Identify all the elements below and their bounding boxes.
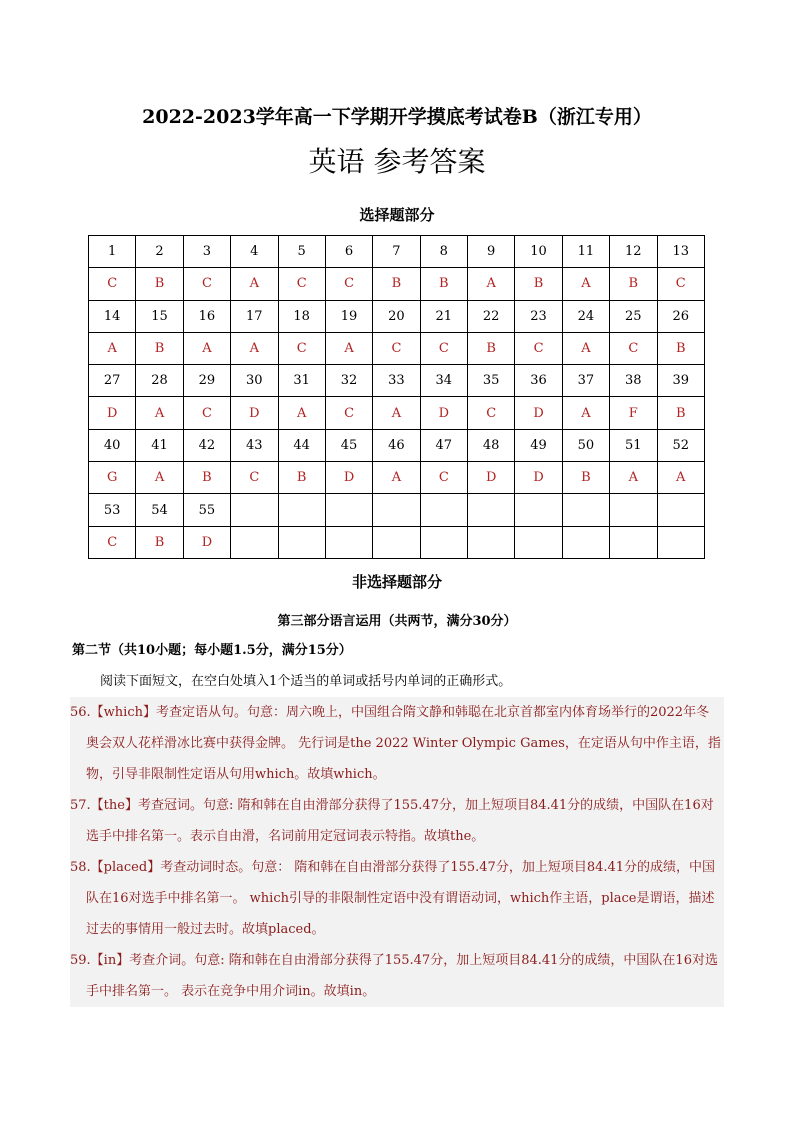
question-number-cell: 52 <box>657 429 705 461</box>
answer-cell: D <box>515 397 562 429</box>
question-number-cell: 6 <box>325 236 372 268</box>
question-number-cell: 19 <box>325 300 372 332</box>
answer-table <box>88 235 705 559</box>
answer-cell: A <box>373 462 420 494</box>
instruction-text: 阅读下面短文，在空白处填入1个适当的单词或括号内单词的正确形式。 <box>100 674 512 689</box>
question-number-cell: 16 <box>183 300 230 332</box>
answer-cell <box>278 526 325 558</box>
question-number-cell: 35 <box>468 365 515 397</box>
subsection-title: 第二节（共10小题；每小题1.5分，满分15分） <box>72 643 352 658</box>
question-number-cell: 18 <box>278 300 325 332</box>
table-row-numbers <box>89 429 705 461</box>
table-row-numbers <box>89 494 705 526</box>
nonchoice-section-title: 非选择题部分 <box>351 573 442 591</box>
answer-cell <box>231 526 278 558</box>
question-number-cell: 3 <box>183 236 230 268</box>
answer-cell: A <box>136 397 183 429</box>
answer-cell: D <box>325 462 372 494</box>
answer-cell: A <box>183 332 230 364</box>
question-number-cell: 28 <box>136 365 183 397</box>
answer-cell: A <box>373 397 420 429</box>
question-number-cell: 25 <box>610 300 657 332</box>
part3-title: 第三部分语言运用（共两节，满分30分） <box>277 614 517 629</box>
explanation-57: 57.【the】考查冠词。句意: 隋和韩在自由滑部分获得了155.47分，加上短项目84.41分的成绩，中国队在16对选手中排名第一。表示自由滑，名词前用定冠词表示特指。故填the。 <box>70 798 714 844</box>
answer-cell <box>610 526 657 558</box>
answer-cell: D <box>515 462 562 494</box>
answer-cell: B <box>183 462 230 494</box>
question-number-cell: 37 <box>562 365 609 397</box>
table-row-answers <box>89 526 705 558</box>
answer-cell: C <box>183 268 230 300</box>
answer-cell: B <box>657 397 705 429</box>
answer-cell: A <box>610 462 657 494</box>
answer-cell: A <box>136 462 183 494</box>
question-number-cell <box>562 494 609 526</box>
question-number-cell: 34 <box>420 365 467 397</box>
answer-cell <box>657 526 705 558</box>
answer-cell: C <box>89 268 136 300</box>
question-number-cell: 21 <box>420 300 467 332</box>
answer-cell <box>562 526 609 558</box>
answer-cell: A <box>231 332 278 364</box>
answer-explanations <box>70 697 724 1007</box>
question-number-cell <box>373 494 420 526</box>
answer-cell: D <box>89 397 136 429</box>
question-number-cell: 38 <box>610 365 657 397</box>
question-number-cell <box>515 494 562 526</box>
question-number-cell: 30 <box>231 365 278 397</box>
question-number-cell: 55 <box>183 494 230 526</box>
table-row-numbers <box>89 365 705 397</box>
question-number-cell: 45 <box>325 429 372 461</box>
question-number-cell: 5 <box>278 236 325 268</box>
question-number-cell <box>278 494 325 526</box>
answer-cell: A <box>562 268 609 300</box>
question-number-cell <box>657 494 705 526</box>
question-number-cell: 33 <box>373 365 420 397</box>
question-number-cell: 17 <box>231 300 278 332</box>
answer-cell: C <box>231 462 278 494</box>
table-row-numbers <box>89 300 705 332</box>
exam-title: 2022-2023学年高一下学期开学摸底考试卷B（浙江专用） <box>142 106 652 128</box>
question-number-cell: 8 <box>420 236 467 268</box>
question-number-cell: 4 <box>231 236 278 268</box>
answer-cell: C <box>515 332 562 364</box>
choice-section-title: 选择题部分 <box>359 206 435 224</box>
answer-cell: B <box>468 332 515 364</box>
question-number-cell: 36 <box>515 365 562 397</box>
answer-cell: A <box>657 462 705 494</box>
answer-cell: A <box>562 397 609 429</box>
question-number-cell: 9 <box>468 236 515 268</box>
answer-cell: A <box>231 268 278 300</box>
answer-cell: B <box>373 268 420 300</box>
question-number-cell <box>325 494 372 526</box>
table-row-answers <box>89 397 705 429</box>
question-number-cell: 46 <box>373 429 420 461</box>
explanation-59: 59.【in】考查介词。句意: 隋和韩在自由滑部分获得了155.47分，加上短项目84.41分的成绩，中国队在16对选手中排名第一。 表示在竞争中用介词in。故填in。 <box>70 953 718 999</box>
answer-cell: G <box>89 462 136 494</box>
question-number-cell: 50 <box>562 429 609 461</box>
table-row-answers <box>89 462 705 494</box>
answer-cell <box>325 526 372 558</box>
answer-cell: D <box>420 397 467 429</box>
answer-cell: C <box>610 332 657 364</box>
question-number-cell: 42 <box>183 429 230 461</box>
question-number-cell: 23 <box>515 300 562 332</box>
question-number-cell: 32 <box>325 365 372 397</box>
answer-cell: B <box>278 462 325 494</box>
table-row-answers <box>89 268 705 300</box>
question-number-cell: 24 <box>562 300 609 332</box>
answer-cell: B <box>136 268 183 300</box>
question-number-cell: 53 <box>89 494 136 526</box>
answer-cell: B <box>610 268 657 300</box>
question-number-cell: 27 <box>89 365 136 397</box>
answer-cell: C <box>468 397 515 429</box>
answer-cell <box>373 526 420 558</box>
question-number-cell <box>468 494 515 526</box>
question-number-cell <box>610 494 657 526</box>
question-number-cell: 43 <box>231 429 278 461</box>
answer-cell: D <box>468 462 515 494</box>
answer-cell: C <box>325 268 372 300</box>
question-number-cell <box>231 494 278 526</box>
answer-cell: C <box>278 268 325 300</box>
explanation-58: 58.【placed】考查动词时态。句意： 隋和韩在自由滑部分获得了155.47分，加上短项目84.41分的成绩，中国队在16对选手中排名第一。 which引导的非限制性定语中没有谓语动词，which作主语，place是谓语，描述过去的事情用一般过去时。故填placed。 <box>70 860 716 937</box>
question-number-cell: 54 <box>136 494 183 526</box>
question-number-cell: 15 <box>136 300 183 332</box>
question-number-cell: 26 <box>657 300 705 332</box>
answer-cell: A <box>562 332 609 364</box>
question-number-cell: 39 <box>657 365 705 397</box>
answer-cell: B <box>515 268 562 300</box>
question-number-cell: 44 <box>278 429 325 461</box>
question-number-cell: 31 <box>278 365 325 397</box>
exam-subtitle: 英语 参考答案 <box>308 145 486 178</box>
question-number-cell: 12 <box>610 236 657 268</box>
question-number-cell: 48 <box>468 429 515 461</box>
question-number-cell: 20 <box>373 300 420 332</box>
answer-cell: D <box>231 397 278 429</box>
question-number-cell: 29 <box>183 365 230 397</box>
answer-cell: C <box>373 332 420 364</box>
question-number-cell <box>420 494 467 526</box>
table-row-answers <box>89 332 705 364</box>
answer-cell <box>515 526 562 558</box>
answer-cell: C <box>89 526 136 558</box>
question-number-cell: 13 <box>657 236 705 268</box>
answer-cell: A <box>89 332 136 364</box>
question-number-cell: 51 <box>610 429 657 461</box>
question-number-cell: 22 <box>468 300 515 332</box>
answer-cell: C <box>657 268 705 300</box>
question-number-cell: 40 <box>89 429 136 461</box>
answer-cell: B <box>136 332 183 364</box>
question-number-cell: 14 <box>89 300 136 332</box>
answer-cell: C <box>420 462 467 494</box>
answer-cell <box>468 526 515 558</box>
answer-cell: B <box>562 462 609 494</box>
answer-cell: B <box>420 268 467 300</box>
answer-cell: B <box>136 526 183 558</box>
question-number-cell: 41 <box>136 429 183 461</box>
question-number-cell: 10 <box>515 236 562 268</box>
answer-cell: C <box>278 332 325 364</box>
answer-cell: A <box>468 268 515 300</box>
answer-cell: C <box>183 397 230 429</box>
answer-cell: D <box>183 526 230 558</box>
question-number-cell: 49 <box>515 429 562 461</box>
question-number-cell: 11 <box>562 236 609 268</box>
table-row-numbers <box>89 236 705 268</box>
question-number-cell: 7 <box>373 236 420 268</box>
answer-cell <box>420 526 467 558</box>
question-number-cell: 47 <box>420 429 467 461</box>
answer-cell: C <box>325 397 372 429</box>
answer-cell: A <box>278 397 325 429</box>
answer-cell: A <box>325 332 372 364</box>
question-number-cell: 2 <box>136 236 183 268</box>
answer-cell: B <box>657 332 705 364</box>
explanation-56: 56.【which】考查定语从句。句意：周六晚上，中国组合隋文静和韩聪在北京首都室内体育场举行的2022年冬奥会双人花样滑冰比赛中获得金牌。 先行词是the 2022 Winter Olympic Games，在定语从句中作主语，指物，引导非限制性定语从句用which。故填which。 <box>70 705 721 782</box>
answer-cell: C <box>420 332 467 364</box>
answer-cell: F <box>610 397 657 429</box>
question-number-cell: 1 <box>89 236 136 268</box>
